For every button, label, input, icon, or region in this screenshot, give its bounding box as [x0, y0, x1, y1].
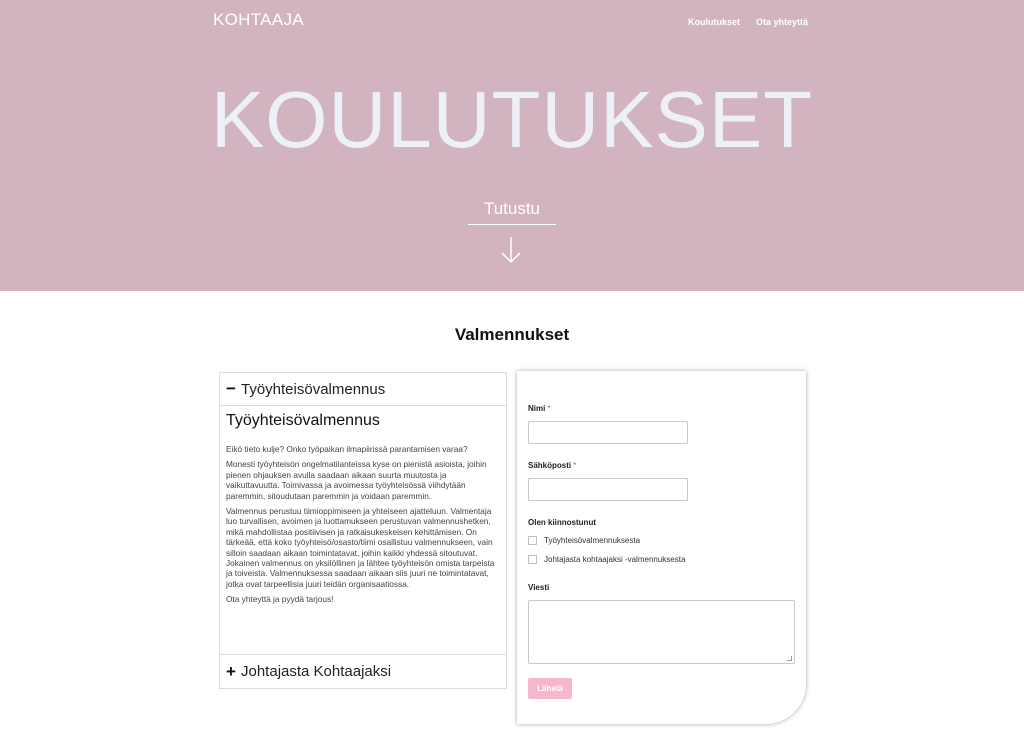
explore-link[interactable]: Tutustu [468, 199, 556, 225]
panel-heading: Työyhteisövalmennus [226, 412, 380, 429]
name-label [528, 404, 550, 413]
message-label: Viesti [528, 583, 550, 592]
accordion-panel [220, 406, 506, 655]
email-label [528, 461, 576, 470]
training-accordion [219, 372, 507, 689]
checkbox[interactable] [528, 536, 537, 545]
contact-form [517, 371, 806, 724]
arrow-down-icon[interactable] [499, 236, 523, 264]
accordion-header-johtajasta-kohtaajaksi[interactable] [220, 655, 506, 688]
checkbox[interactable] [528, 555, 537, 564]
accordion-header-label: Johtajasta Kohtaajaksi [241, 663, 392, 680]
email-input[interactable] [528, 478, 688, 501]
panel-paragraph: Eikö tieto kulje? Onko työpaikan ilmapiirissä parantamisen varaa? [226, 444, 468, 454]
required-mark: * [573, 461, 577, 470]
checkbox-label: Johtajasta kohtaajaksi -valmennuksesta [544, 555, 686, 564]
hero-title: KOULUTUKSET [210, 75, 814, 164]
interest-label: Olen kiinnostunut [528, 518, 596, 527]
main-nav [688, 17, 808, 27]
required-mark: * [547, 404, 551, 413]
plus-icon: + [226, 661, 236, 681]
interest-option-johtajasta-kohtaajaksi[interactable] [528, 555, 685, 564]
panel-paragraph: Monesti työyhteisön ongelmatilanteissa kyse on pienistä asioista, joihin pienen ohjauksen avulla saadaan aikaan suurta muutosta ja vaikuttavuutta. Toimivassa ja avoimessa työyhteisössä viihdytään paremmin, sitoudutaan paremmin ja voidaan paremmin. [226, 459, 487, 501]
accordion-header-label: Työyhteisövalmennus [241, 380, 386, 398]
minus-icon: − [226, 379, 236, 398]
name-label-text: Nimi [528, 404, 546, 413]
name-input[interactable] [528, 421, 688, 444]
email-label-text: Sähköposti [528, 461, 572, 470]
interest-option-tyoyhteisovalmennus[interactable] [528, 536, 640, 545]
checkbox-label: Työyhteisövalmennuksesta [544, 536, 641, 545]
submit-button[interactable]: Lähetä [528, 678, 572, 699]
nav-item-koulutukset[interactable]: Koulutukset [688, 17, 741, 27]
panel-paragraph: Valmennus perustuu tiimioppimiseen ja yhteiseen ajatteluun. Valmentaja luo turvallisen, avoimen ja luottamukseen perustuvan valmennushetken, mikä mahdollistaa positiivisen ja ratkaisukeskeisen kehittämisen. On tärkeää, että koko työyhteisö/osasto/tiimi osallistuu valmennukseen, vain silloin saadaan aikaan toimintatavat, joihin kaikki yhdessä sitoutuvat. Jokainen valmennus on yksilöllinen ja lähtee työyhteisön omista tarpeista ja toiveista. Valmennuksessa saadaan aikaan siis juuri ne toimintatavat, jotka ovat tarpeellisia juuri teidän organisaatiossa. [226, 506, 495, 589]
hero-banner [0, 0, 1024, 291]
resize-handle-icon[interactable] [787, 656, 792, 661]
panel-paragraph: Ota yhteyttä ja pyydä tarjous! [226, 594, 334, 605]
message-textarea[interactable] [528, 600, 795, 664]
site-logo[interactable]: KOHTAAJA [213, 10, 304, 29]
nav-item-ota-yhteytta[interactable]: Ota yhteyttä [756, 17, 809, 27]
accordion-header-tyoyhteisovalmennus[interactable] [220, 373, 506, 406]
section-title: Valmennukset [454, 325, 570, 344]
